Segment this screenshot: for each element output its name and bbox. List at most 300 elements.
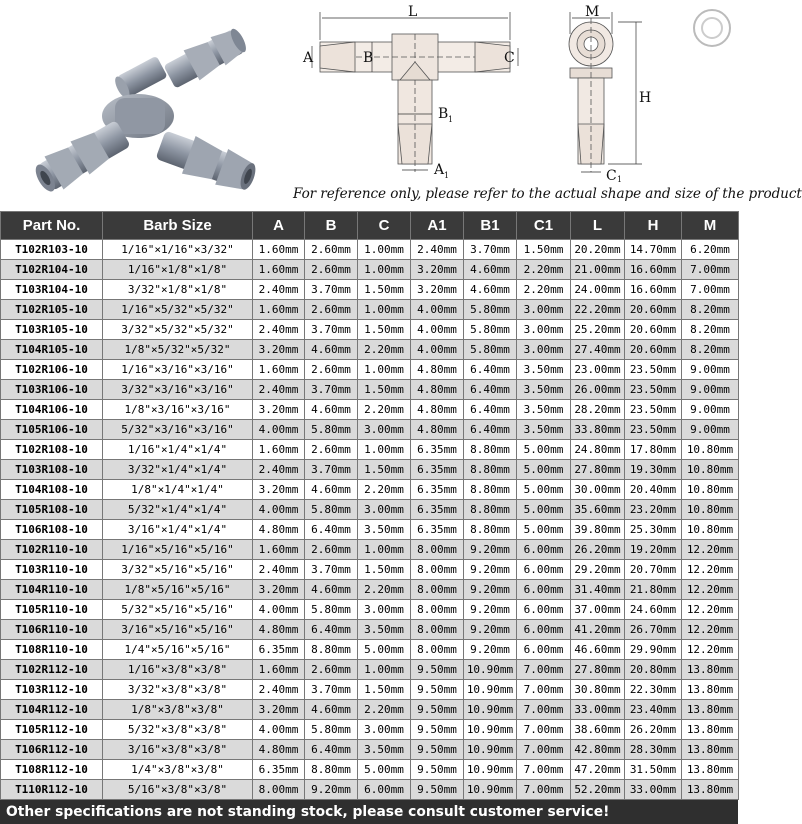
dimension-cell: 13.80mm xyxy=(682,760,739,780)
dimension-cell: 1.00mm xyxy=(358,240,411,260)
dimension-cell: 41.20mm xyxy=(571,620,625,640)
dimension-cell: 20.80mm xyxy=(625,660,682,680)
dimension-cell: 52.20mm xyxy=(571,780,625,800)
part-number-cell: T103R112-10 xyxy=(1,680,103,700)
table-row xyxy=(1,760,739,780)
dimension-cell: 5.80mm xyxy=(464,320,517,340)
dimension-cell: 2.60mm xyxy=(305,240,358,260)
dimension-cell: 1.60mm xyxy=(253,540,305,560)
dimension-cell: 6.35mm xyxy=(253,760,305,780)
dimension-cell: 7.00mm xyxy=(517,780,571,800)
dimension-cell: 2.20mm xyxy=(517,280,571,300)
barb-size-cell: 1/8"×3/8"×3/8" xyxy=(103,700,253,720)
table-row xyxy=(1,600,739,620)
dimension-cell: 1.00mm xyxy=(358,660,411,680)
dimension-cell: 9.20mm xyxy=(464,620,517,640)
dimension-cell: 1.50mm xyxy=(358,320,411,340)
column-header: C xyxy=(358,212,411,240)
dimension-cell: 23.50mm xyxy=(625,380,682,400)
dimension-cell: 1.00mm xyxy=(358,300,411,320)
dimension-cell: 12.20mm xyxy=(682,560,739,580)
table-row xyxy=(1,640,739,660)
table-row xyxy=(1,340,739,360)
table-row xyxy=(1,720,739,740)
dimension-cell: 6.35mm xyxy=(411,500,464,520)
dimension-cell: 6.40mm xyxy=(305,620,358,640)
dimension-cell: 3.50mm xyxy=(358,740,411,760)
part-number-cell: T102R105-10 xyxy=(1,300,103,320)
dimension-cell: 8.00mm xyxy=(411,600,464,620)
dimension-cell: 4.80mm xyxy=(411,380,464,400)
table-row xyxy=(1,620,739,640)
dimension-cell: 6.40mm xyxy=(305,520,358,540)
dimension-cell: 3.00mm xyxy=(517,320,571,340)
dimension-cell: 10.80mm xyxy=(682,460,739,480)
dimension-cell: 6.00mm xyxy=(517,620,571,640)
dimension-cell: 8.20mm xyxy=(682,320,739,340)
dimension-cell: 47.20mm xyxy=(571,760,625,780)
part-number-cell: T102R103-10 xyxy=(1,240,103,260)
barb-size-cell: 1/16"×1/4"×1/4" xyxy=(103,440,253,460)
dimension-cell: 6.00mm xyxy=(517,560,571,580)
dimension-cell: 20.20mm xyxy=(571,240,625,260)
dimension-cell: 9.50mm xyxy=(411,720,464,740)
dimension-cell: 20.70mm xyxy=(625,560,682,580)
dimension-cell: 6.00mm xyxy=(517,600,571,620)
dimension-cell: 17.80mm xyxy=(625,440,682,460)
barb-size-cell: 5/32"×3/8"×3/8" xyxy=(103,720,253,740)
dimension-cell: 8.80mm xyxy=(464,500,517,520)
table-row xyxy=(1,660,739,680)
front-dimension-drawing xyxy=(300,4,530,182)
dimension-cell: 8.80mm xyxy=(464,520,517,540)
dimension-cell: 23.00mm xyxy=(571,360,625,380)
barb-size-cell: 1/8"×3/16"×3/16" xyxy=(103,400,253,420)
dimension-cell: 8.20mm xyxy=(682,300,739,320)
dimension-cell: 4.00mm xyxy=(253,600,305,620)
dimension-cell: 12.20mm xyxy=(682,640,739,660)
dimension-cell: 2.60mm xyxy=(305,660,358,680)
dimension-cell: 9.50mm xyxy=(411,760,464,780)
dimension-cell: 8.80mm xyxy=(305,640,358,660)
table-row xyxy=(1,480,739,500)
dimension-cell: 29.20mm xyxy=(571,560,625,580)
dimension-cell: 8.00mm xyxy=(411,640,464,660)
dimension-cell: 4.80mm xyxy=(253,620,305,640)
dimension-cell: 3.20mm xyxy=(253,580,305,600)
barb-size-cell: 3/32"×5/16"×5/16" xyxy=(103,560,253,580)
dimension-cell: 4.80mm xyxy=(411,420,464,440)
table-row xyxy=(1,320,739,340)
dimension-cell: 2.20mm xyxy=(358,400,411,420)
barb-size-cell: 1/16"×5/16"×5/16" xyxy=(103,540,253,560)
dimension-cell: 10.80mm xyxy=(682,520,739,540)
dim-label-h: H xyxy=(639,90,652,106)
dimension-cell: 22.20mm xyxy=(571,300,625,320)
part-number-cell: T104R108-10 xyxy=(1,480,103,500)
dimension-cell: 1.60mm xyxy=(253,360,305,380)
column-header: C1 xyxy=(517,212,571,240)
dimension-cell: 20.60mm xyxy=(625,300,682,320)
table-row xyxy=(1,700,739,720)
dimension-cell: 13.80mm xyxy=(682,780,739,800)
dimension-cell: 4.00mm xyxy=(411,340,464,360)
dimension-cell: 5.80mm xyxy=(305,600,358,620)
table-row xyxy=(1,560,739,580)
dimension-cell: 6.20mm xyxy=(682,240,739,260)
table-row xyxy=(1,420,739,440)
dimension-cell: 5.00mm xyxy=(517,500,571,520)
dimension-cell: 5.80mm xyxy=(464,300,517,320)
barb-size-cell: 1/16"×1/8"×1/8" xyxy=(103,260,253,280)
table-row xyxy=(1,280,739,300)
dimension-cell: 12.20mm xyxy=(682,580,739,600)
part-number-cell: T108R110-10 xyxy=(1,640,103,660)
barb-size-cell: 1/4"×3/8"×3/8" xyxy=(103,760,253,780)
table-row xyxy=(1,260,739,280)
barb-size-cell: 1/8"×5/32"×5/32" xyxy=(103,340,253,360)
dimension-cell: 3.00mm xyxy=(358,500,411,520)
dimension-cell: 13.80mm xyxy=(682,660,739,680)
brand-emblem-icon xyxy=(690,6,734,50)
barb-size-cell: 1/16"×1/16"×3/32" xyxy=(103,240,253,260)
dimension-cell: 1.60mm xyxy=(253,300,305,320)
dimension-cell: 23.20mm xyxy=(625,500,682,520)
dimension-cell: 3.70mm xyxy=(305,560,358,580)
dimension-cell: 6.35mm xyxy=(253,640,305,660)
dimension-cell: 33.00mm xyxy=(625,780,682,800)
spec-table xyxy=(0,211,739,800)
dimension-cell: 1.00mm xyxy=(358,440,411,460)
dimension-cell: 9.50mm xyxy=(411,700,464,720)
dimension-cell: 10.80mm xyxy=(682,480,739,500)
dimension-cell: 5.00mm xyxy=(517,460,571,480)
dimension-cell: 33.80mm xyxy=(571,420,625,440)
dimension-cell: 1.50mm xyxy=(358,680,411,700)
dimension-cell: 5.80mm xyxy=(305,720,358,740)
dimension-cell: 8.80mm xyxy=(464,460,517,480)
dimension-cell: 4.00mm xyxy=(253,720,305,740)
dimension-cell: 7.00mm xyxy=(517,700,571,720)
dimension-cell: 8.80mm xyxy=(305,760,358,780)
dimension-cell: 9.00mm xyxy=(682,360,739,380)
dimension-cell: 4.80mm xyxy=(253,520,305,540)
table-row xyxy=(1,380,739,400)
dimension-cell: 3.20mm xyxy=(253,340,305,360)
dimension-cell: 5.80mm xyxy=(305,500,358,520)
dimension-cell: 4.60mm xyxy=(305,580,358,600)
dimension-cell: 38.60mm xyxy=(571,720,625,740)
dimension-cell: 4.00mm xyxy=(253,500,305,520)
table-row xyxy=(1,240,739,260)
part-number-cell: T102R104-10 xyxy=(1,260,103,280)
dimension-cell: 5.00mm xyxy=(517,440,571,460)
dimension-cell: 6.35mm xyxy=(411,460,464,480)
dimension-cell: 20.40mm xyxy=(625,480,682,500)
dimension-cell: 31.40mm xyxy=(571,580,625,600)
dimension-cell: 3.50mm xyxy=(358,520,411,540)
dimension-cell: 2.40mm xyxy=(253,380,305,400)
dimension-cell: 5.00mm xyxy=(358,640,411,660)
dimension-cell: 5.00mm xyxy=(517,480,571,500)
dimension-cell: 6.35mm xyxy=(411,520,464,540)
dimension-cell: 20.60mm xyxy=(625,340,682,360)
dimension-cell: 2.20mm xyxy=(358,580,411,600)
dimension-cell: 9.50mm xyxy=(411,680,464,700)
dimension-cell: 12.20mm xyxy=(682,600,739,620)
dimension-cell: 37.00mm xyxy=(571,600,625,620)
dimension-cell: 3.70mm xyxy=(305,460,358,480)
part-number-cell: T102R112-10 xyxy=(1,660,103,680)
dimension-cell: 2.60mm xyxy=(305,360,358,380)
table-row xyxy=(1,540,739,560)
dimension-cell: 2.40mm xyxy=(411,240,464,260)
column-header: M xyxy=(682,212,739,240)
dimension-cell: 1.50mm xyxy=(358,560,411,580)
dimension-cell: 7.00mm xyxy=(682,260,739,280)
dimension-cell: 8.20mm xyxy=(682,340,739,360)
dimension-cell: 9.20mm xyxy=(464,540,517,560)
dim-sub-a1: 1 xyxy=(444,171,450,180)
dimension-cell: 24.00mm xyxy=(571,280,625,300)
dimension-cell: 1.60mm xyxy=(253,240,305,260)
dimension-cell: 5.00mm xyxy=(517,520,571,540)
dimension-cell: 3.50mm xyxy=(517,420,571,440)
dimension-cell: 26.70mm xyxy=(625,620,682,640)
part-number-cell: T102R106-10 xyxy=(1,360,103,380)
table-body xyxy=(1,240,739,800)
dimension-cell: 4.00mm xyxy=(411,300,464,320)
dimension-cell: 3.20mm xyxy=(411,280,464,300)
dimension-cell: 2.20mm xyxy=(358,340,411,360)
part-number-cell: T102R110-10 xyxy=(1,540,103,560)
dimension-cell: 3.70mm xyxy=(305,280,358,300)
reference-note: For reference only, please refer to the actual shape and size of the product xyxy=(293,186,802,202)
dimension-cell: 9.00mm xyxy=(682,380,739,400)
dimension-cell: 26.20mm xyxy=(625,720,682,740)
dimension-cell: 7.00mm xyxy=(517,760,571,780)
dimension-cell: 8.00mm xyxy=(411,620,464,640)
dim-label-l: L xyxy=(408,4,418,20)
barb-size-cell: 3/32"×3/8"×3/8" xyxy=(103,680,253,700)
part-number-cell: T104R106-10 xyxy=(1,400,103,420)
dimension-cell: 2.40mm xyxy=(253,320,305,340)
dimension-cell: 3.70mm xyxy=(464,240,517,260)
dim-label-c1: C xyxy=(606,168,617,184)
dimension-cell: 8.80mm xyxy=(464,440,517,460)
dimension-cell: 19.20mm xyxy=(625,540,682,560)
dimension-cell: 31.50mm xyxy=(625,760,682,780)
dimension-cell: 3.70mm xyxy=(305,380,358,400)
dimension-cell: 30.00mm xyxy=(571,480,625,500)
dimension-cell: 4.60mm xyxy=(305,400,358,420)
dimension-cell: 3.00mm xyxy=(358,720,411,740)
dimension-cell: 13.80mm xyxy=(682,720,739,740)
barb-size-cell: 1/16"×5/32"×5/32" xyxy=(103,300,253,320)
dimension-cell: 10.80mm xyxy=(682,440,739,460)
dimension-cell: 10.80mm xyxy=(682,500,739,520)
dimension-cell: 1.00mm xyxy=(358,360,411,380)
dim-sub-b1: 1 xyxy=(448,115,454,124)
dimension-cell: 3.20mm xyxy=(253,400,305,420)
dimension-cell: 2.20mm xyxy=(358,480,411,500)
column-header: A xyxy=(253,212,305,240)
dimension-cell: 1.00mm xyxy=(358,540,411,560)
dimension-cell: 2.60mm xyxy=(305,540,358,560)
dimension-cell: 8.80mm xyxy=(464,480,517,500)
part-number-cell: T103R106-10 xyxy=(1,380,103,400)
dimension-cell: 42.80mm xyxy=(571,740,625,760)
table-row xyxy=(1,520,739,540)
dim-label-a1: A xyxy=(434,162,445,178)
dimension-cell: 6.40mm xyxy=(464,420,517,440)
dimension-cell: 1.00mm xyxy=(358,260,411,280)
barb-size-cell: 1/16"×3/8"×3/8" xyxy=(103,660,253,680)
dimension-cell: 16.60mm xyxy=(625,260,682,280)
dimension-cell: 1.60mm xyxy=(253,660,305,680)
dimension-cell: 25.20mm xyxy=(571,320,625,340)
dimension-cell: 2.20mm xyxy=(358,700,411,720)
column-header: H xyxy=(625,212,682,240)
dimension-cell: 3.50mm xyxy=(517,400,571,420)
dim-sub-c1: 1 xyxy=(617,175,623,184)
dimension-cell: 2.40mm xyxy=(253,560,305,580)
part-number-cell: T103R110-10 xyxy=(1,560,103,580)
column-header: Part No. xyxy=(1,212,103,240)
dimension-cell: 23.50mm xyxy=(625,400,682,420)
dimension-cell: 5.00mm xyxy=(358,760,411,780)
dimension-cell: 9.20mm xyxy=(464,640,517,660)
dimension-cell: 46.60mm xyxy=(571,640,625,660)
part-number-cell: T106R110-10 xyxy=(1,620,103,640)
dimension-cell: 6.35mm xyxy=(411,440,464,460)
dimension-cell: 7.00mm xyxy=(682,280,739,300)
dimension-cell: 13.80mm xyxy=(682,680,739,700)
dimension-cell: 6.40mm xyxy=(305,740,358,760)
table-row xyxy=(1,680,739,700)
dimension-cell: 3.00mm xyxy=(358,600,411,620)
dimension-cell: 33.00mm xyxy=(571,700,625,720)
dimension-cell: 3.20mm xyxy=(253,480,305,500)
dimension-cell: 8.00mm xyxy=(253,780,305,800)
column-header: L xyxy=(571,212,625,240)
table-row xyxy=(1,300,739,320)
dimension-cell: 24.80mm xyxy=(571,440,625,460)
dimension-cell: 5.80mm xyxy=(464,340,517,360)
dimension-cell: 7.00mm xyxy=(517,680,571,700)
dimension-cell: 8.00mm xyxy=(411,560,464,580)
dimension-cell: 4.60mm xyxy=(305,480,358,500)
dimension-cell: 4.60mm xyxy=(305,700,358,720)
barb-size-cell: 5/16"×3/8"×3/8" xyxy=(103,780,253,800)
dimension-cell: 4.60mm xyxy=(464,280,517,300)
part-number-cell: T103R104-10 xyxy=(1,280,103,300)
dimension-cell: 23.40mm xyxy=(625,700,682,720)
dimension-cell: 21.00mm xyxy=(571,260,625,280)
dimension-cell: 9.00mm xyxy=(682,400,739,420)
barb-size-cell: 3/16"×3/8"×3/8" xyxy=(103,740,253,760)
dimension-cell: 29.90mm xyxy=(625,640,682,660)
table-row xyxy=(1,400,739,420)
barb-size-cell: 3/32"×1/8"×1/8" xyxy=(103,280,253,300)
dimension-cell: 9.20mm xyxy=(464,580,517,600)
dimension-cell: 6.00mm xyxy=(517,640,571,660)
dimension-cell: 2.40mm xyxy=(253,460,305,480)
part-number-cell: T102R108-10 xyxy=(1,440,103,460)
dimension-cell: 10.90mm xyxy=(464,700,517,720)
dimension-cell: 3.50mm xyxy=(517,380,571,400)
dimension-cell: 4.60mm xyxy=(305,340,358,360)
barb-size-cell: 3/16"×1/4"×1/4" xyxy=(103,520,253,540)
part-number-cell: T104R105-10 xyxy=(1,340,103,360)
dimension-cell: 3.20mm xyxy=(411,260,464,280)
table-row xyxy=(1,780,739,800)
dimension-cell: 19.30mm xyxy=(625,460,682,480)
part-number-cell: T105R110-10 xyxy=(1,600,103,620)
column-header: A1 xyxy=(411,212,464,240)
dimension-cell: 9.50mm xyxy=(411,780,464,800)
dim-label-b1: B xyxy=(438,106,449,122)
dimension-cell: 28.20mm xyxy=(571,400,625,420)
dimension-cell: 21.80mm xyxy=(625,580,682,600)
part-number-cell: T104R112-10 xyxy=(1,700,103,720)
barb-size-cell: 1/8"×1/4"×1/4" xyxy=(103,480,253,500)
dimension-cell: 12.20mm xyxy=(682,620,739,640)
table-row xyxy=(1,460,739,480)
dimension-cell: 10.90mm xyxy=(464,760,517,780)
part-number-cell: T103R108-10 xyxy=(1,460,103,480)
part-number-cell: T105R106-10 xyxy=(1,420,103,440)
dimension-cell: 6.40mm xyxy=(464,360,517,380)
table-row xyxy=(1,740,739,760)
dimension-cell: 6.40mm xyxy=(464,400,517,420)
barb-size-cell: 5/32"×3/16"×3/16" xyxy=(103,420,253,440)
dimension-cell: 1.50mm xyxy=(358,460,411,480)
table-row xyxy=(1,500,739,520)
table-row xyxy=(1,580,739,600)
illustration-area xyxy=(0,0,802,211)
dimension-cell: 2.60mm xyxy=(305,300,358,320)
dimension-cell: 7.00mm xyxy=(517,660,571,680)
barb-size-cell: 3/16"×5/16"×5/16" xyxy=(103,620,253,640)
dimension-cell: 4.00mm xyxy=(253,420,305,440)
dimension-cell: 3.50mm xyxy=(358,620,411,640)
part-number-cell: T104R110-10 xyxy=(1,580,103,600)
barb-size-cell: 5/32"×5/16"×5/16" xyxy=(103,600,253,620)
dim-label-b: B xyxy=(363,50,374,66)
dimension-cell: 10.90mm xyxy=(464,720,517,740)
dimension-cell: 27.80mm xyxy=(571,460,625,480)
dimension-cell: 4.00mm xyxy=(411,320,464,340)
barb-size-cell: 3/32"×5/32"×5/32" xyxy=(103,320,253,340)
table-row xyxy=(1,360,739,380)
dimension-cell: 1.50mm xyxy=(517,240,571,260)
dimension-cell: 20.60mm xyxy=(625,320,682,340)
dim-label-c: C xyxy=(504,50,515,66)
side-dimension-drawing xyxy=(548,4,668,182)
dimension-cell: 4.80mm xyxy=(253,740,305,760)
dimension-cell: 35.60mm xyxy=(571,500,625,520)
dimension-cell: 26.20mm xyxy=(571,540,625,560)
dimension-cell: 16.60mm xyxy=(625,280,682,300)
part-number-cell: T106R108-10 xyxy=(1,520,103,540)
dimension-cell: 9.20mm xyxy=(464,560,517,580)
dimension-cell: 13.80mm xyxy=(682,740,739,760)
dimension-cell: 9.20mm xyxy=(464,600,517,620)
dimension-cell: 27.40mm xyxy=(571,340,625,360)
dimension-cell: 8.00mm xyxy=(411,540,464,560)
dimension-cell: 23.50mm xyxy=(625,360,682,380)
